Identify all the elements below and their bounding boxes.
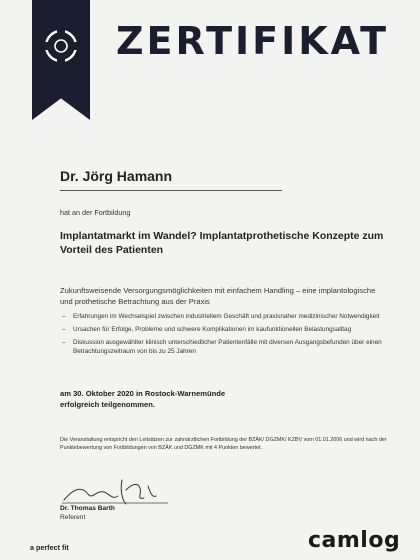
accreditation-footnote: Die Veranstaltung entspricht den Leitsätzen zur zahnärztlichen Fortbildung der BZÄK/ DGZMK/ KZBV vom 01.01.2006 und wird nach der Punktebewertung von Fortbildungen von BZÄK und DGZMK mit 4 Punkten bewertet. xyxy=(60,437,387,451)
list-item: – Diskussion ausgewählter klinisch unterschiedlicher Patientenfälle mit diversen Ausgangsbefunden über einen Betrachtungszeitraum von bis zu 25 Jahren xyxy=(60,338,390,356)
completion-text: erfolgreich teilgenommen. xyxy=(60,400,155,409)
camlog-emblem-icon xyxy=(43,28,79,64)
signer-name: Dr. Thomas Barth xyxy=(60,505,115,512)
handwritten-signature xyxy=(60,470,170,508)
signer-role: Referent xyxy=(60,514,86,521)
participation-subtitle: hat an der Fortbildung xyxy=(60,208,131,217)
brand-logo: camlog xyxy=(308,528,401,553)
course-topics-list xyxy=(60,312,390,360)
course-intro: Zukunftsweisende Versorgungsmöglichkeiten mit einfachem Handling – eine implantologische und prothetische Betrachtung aus der Praxis xyxy=(60,286,376,306)
certificate-title: ZERTIFIKAT xyxy=(116,19,390,63)
list-item: – Ursachen für Erfolge, Probleme und schwere Komplikationen im kaufunktionellen Belastungsalltag xyxy=(60,325,390,334)
course-title: Implantatmarkt im Wandel? Implantatprothetische Konzepte zum Vorteil des Patienten xyxy=(60,230,384,256)
name-underline xyxy=(60,190,282,191)
recipient-name: Dr. Jörg Hamann xyxy=(60,168,173,184)
list-item: – Erfahrungen im Wechselspiel zwischen industriellem Geschäft und praxisnaher medizinischer Notwendigkeit xyxy=(60,312,390,321)
date-location xyxy=(60,388,380,410)
brand-tagline: a perfect fit xyxy=(30,543,69,552)
ribbon-bookmark xyxy=(32,0,90,120)
date-line: am 30. Oktober 2020 in Rostock-Warnemünde xyxy=(60,389,226,398)
